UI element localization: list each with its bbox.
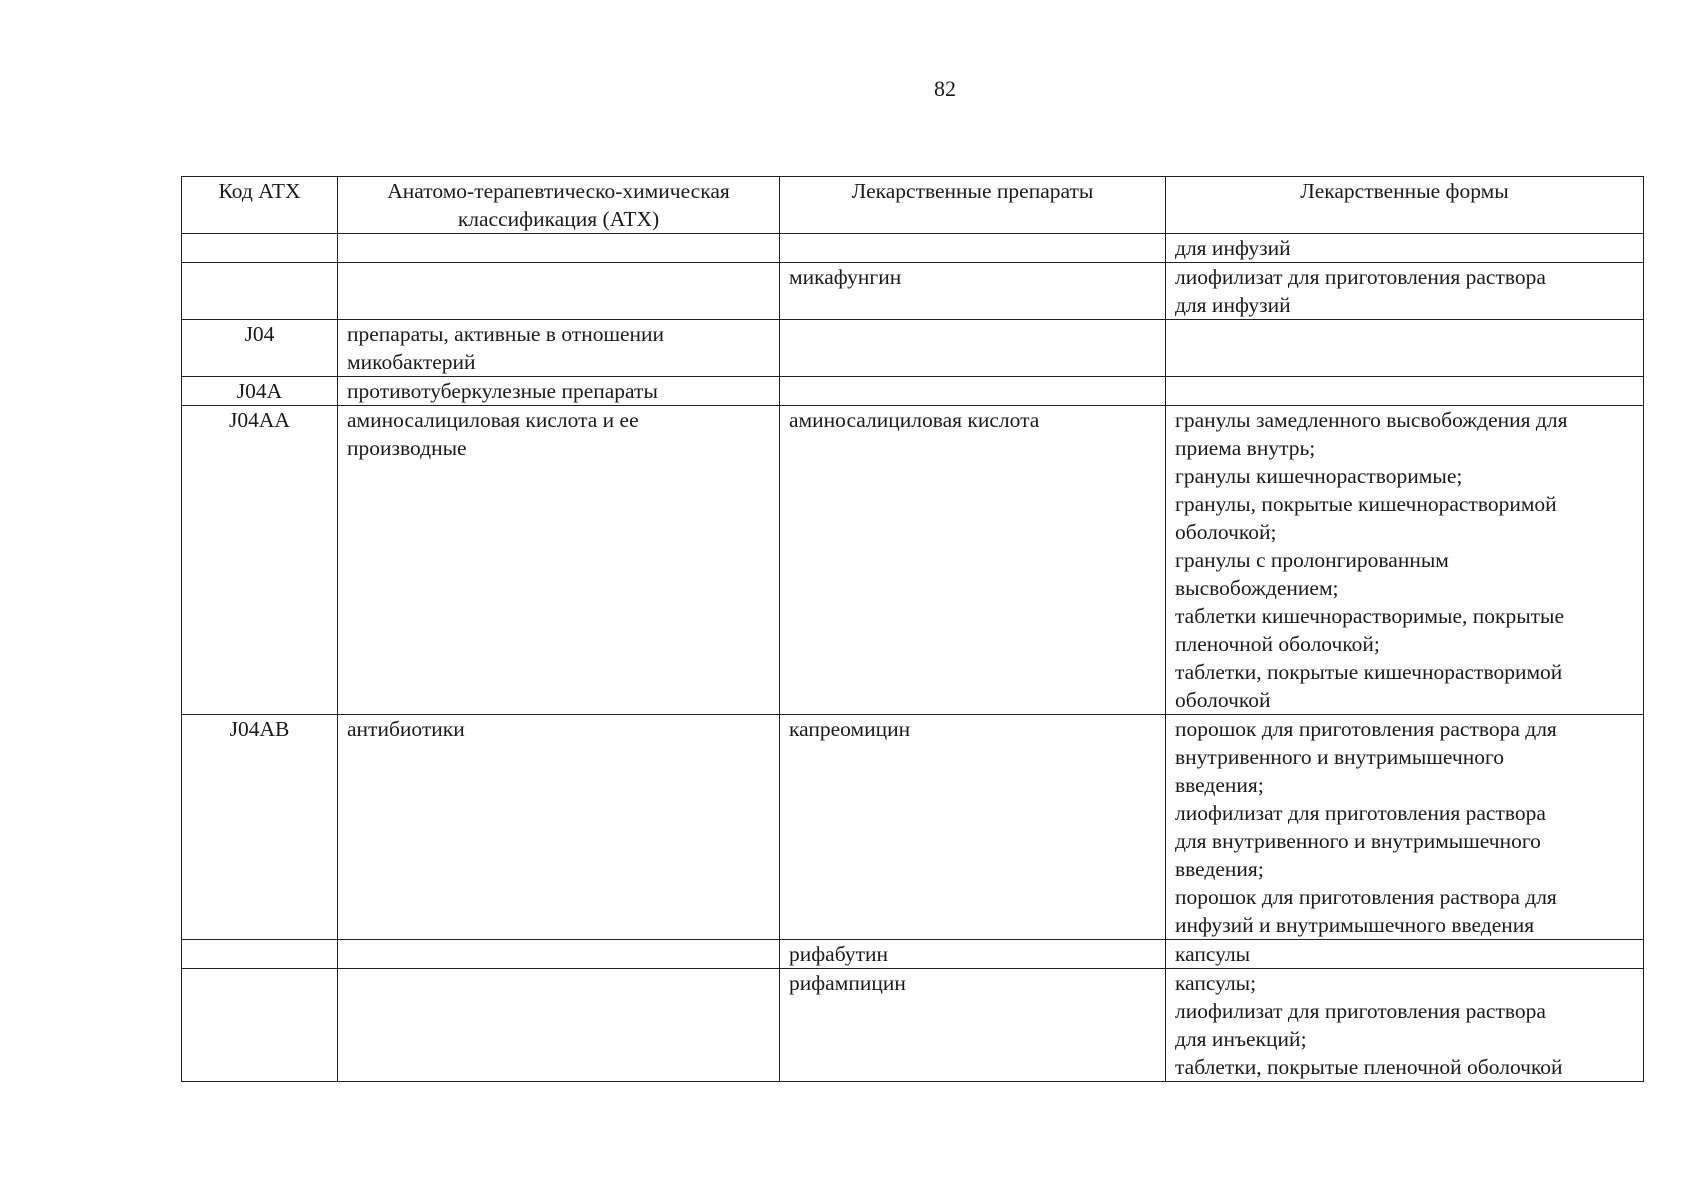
atc-drug-table <box>181 176 1644 1082</box>
atc-code-cell <box>182 969 338 1082</box>
atc-classification-cell <box>338 377 780 406</box>
dosage-forms-cell <box>1166 320 1644 377</box>
drug-name-cell <box>780 377 1166 406</box>
atc-code-cell <box>182 234 338 263</box>
dosage-form-line: порошок для приготовления раствора для <box>1175 717 1557 741</box>
dosage-forms-cell <box>1166 234 1644 263</box>
dosage-form-line: для инъекций; <box>1175 1027 1307 1051</box>
dosage-form-line: для внутривенного и внутримышечного <box>1175 829 1541 853</box>
dosage-form-line: внутривенного и внутримышечного <box>1175 745 1504 769</box>
atc-classification-cell <box>338 320 780 377</box>
dosage-forms-cell <box>1166 377 1644 406</box>
dosage-forms-cell <box>1166 406 1644 715</box>
atc-code-cell <box>182 940 338 969</box>
drug-name-cell: рифампицин <box>780 969 1166 1082</box>
classification-line: микобактерий <box>347 350 476 374</box>
table-body <box>182 234 1644 1082</box>
column-header-drugs: Лекарственные препараты <box>780 177 1166 234</box>
dosage-form-line: для инфузий <box>1175 293 1291 317</box>
drug-name-cell: микафунгин <box>780 263 1166 320</box>
table-row <box>182 406 1644 715</box>
atc-code-cell: J04AB <box>182 715 338 940</box>
classification-line: препараты, активные в отношении <box>347 322 665 346</box>
classification-line: противотуберкулезные препараты <box>347 379 658 403</box>
drug-name-cell <box>780 320 1166 377</box>
table-header <box>182 177 1644 234</box>
atc-code-cell: J04 <box>182 320 338 377</box>
atc-classification-cell <box>338 969 780 1082</box>
dosage-form-line: гранулы, покрытые кишечнорастворимой <box>1175 492 1557 516</box>
dosage-form-line: оболочкой; <box>1175 520 1277 544</box>
table-row <box>182 320 1644 377</box>
classification-line: аминосалициловая кислота и ее <box>347 408 639 432</box>
drug-name-cell: рифабутин <box>780 940 1166 969</box>
dosage-form-line: капсулы <box>1175 942 1251 966</box>
dosage-form-line: лиофилизат для приготовления раствора <box>1175 999 1546 1023</box>
header-row <box>182 177 1644 234</box>
dosage-form-line: для инфузий <box>1175 236 1291 260</box>
dosage-form-line: гранулы замедленного высвобождения для <box>1175 408 1568 432</box>
atc-code-cell: J04A <box>182 377 338 406</box>
dosage-form-line: гранулы кишечнорастворимые; <box>1175 464 1463 488</box>
table-row <box>182 969 1644 1082</box>
classification-line: производные <box>347 436 467 460</box>
dosage-form-line: порошок для приготовления раствора для <box>1175 885 1557 909</box>
column-header-classification: Анатомо-терапевтическо-химическая классификация (АТХ) <box>338 177 780 234</box>
atc-classification-cell <box>338 234 780 263</box>
page-number: 82 <box>934 76 956 101</box>
atc-classification-cell <box>338 940 780 969</box>
atc-classification-cell <box>338 263 780 320</box>
dosage-forms-cell <box>1166 715 1644 940</box>
atc-code-cell <box>182 263 338 320</box>
dosage-form-line: инфузий и внутримышечного введения <box>1175 913 1535 937</box>
dosage-form-line: капсулы; <box>1175 971 1257 995</box>
column-header-code: Код АТХ <box>182 177 338 234</box>
table-row <box>182 715 1644 940</box>
dosage-form-line: лиофилизат для приготовления раствора <box>1175 265 1546 289</box>
drug-name-cell: аминосалициловая кислота <box>780 406 1166 715</box>
dosage-forms-cell <box>1166 940 1644 969</box>
table-row <box>182 377 1644 406</box>
dosage-form-line: приема внутрь; <box>1175 436 1316 460</box>
atc-classification-cell <box>338 715 780 940</box>
table-row <box>182 940 1644 969</box>
dosage-form-line: введения; <box>1175 857 1264 881</box>
drug-name-cell <box>780 234 1166 263</box>
dosage-forms-cell <box>1166 969 1644 1082</box>
dosage-form-line: таблетки кишечнорастворимые, покрытые <box>1175 604 1565 628</box>
atc-code-cell: J04AA <box>182 406 338 715</box>
classification-line: антибиотики <box>347 717 465 741</box>
table-row <box>182 234 1644 263</box>
atc-classification-cell <box>338 406 780 715</box>
dosage-form-line: таблетки, покрытые пленочной оболочкой <box>1175 1055 1563 1079</box>
dosage-forms-cell <box>1166 263 1644 320</box>
dosage-form-line: лиофилизат для приготовления раствора <box>1175 801 1546 825</box>
column-header-forms: Лекарственные формы <box>1166 177 1644 234</box>
dosage-form-line: введения; <box>1175 773 1264 797</box>
dosage-form-line: высвобождением; <box>1175 576 1339 600</box>
table-row <box>182 263 1644 320</box>
dosage-form-line: оболочкой <box>1175 688 1271 712</box>
dosage-form-line: таблетки, покрытые кишечнорастворимой <box>1175 660 1563 684</box>
dosage-form-line: гранулы с пролонгированным <box>1175 548 1449 572</box>
dosage-form-line: пленочной оболочкой; <box>1175 632 1380 656</box>
drug-name-cell: капреомицин <box>780 715 1166 940</box>
